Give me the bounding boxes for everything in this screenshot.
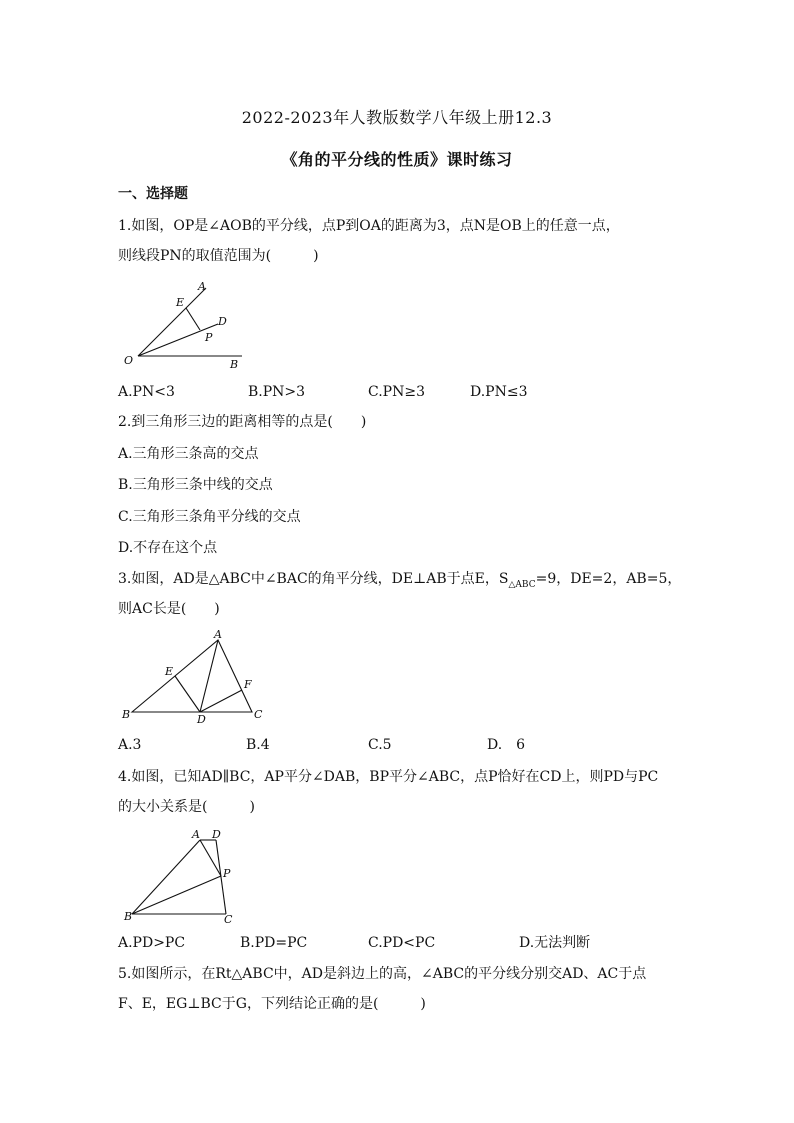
segment-df [200, 690, 242, 712]
q3-stem-line1 [118, 569, 681, 595]
q4-stem-line1: 4.如图，已知AD∥BC，AP平分∠DAB，BP平分∠ABC，点P恰好在CD上，则PD与PC [118, 769, 659, 785]
label-p: P [205, 331, 213, 344]
q4-option-b: B.PD=PC [240, 935, 308, 951]
q2-option-d: D.不存在这个点 [118, 540, 218, 556]
label-c: C [254, 708, 263, 721]
label-d: D [197, 713, 206, 726]
q3-stem-part-b: =9，DE=2，AB=5， [535, 571, 682, 587]
segment-ad [200, 640, 218, 712]
label-p: P [223, 867, 231, 880]
label-f: F [244, 678, 252, 691]
label-d: D [218, 315, 227, 328]
label-o: O [124, 354, 134, 367]
label-b: B [122, 708, 131, 721]
label-c: C [224, 913, 233, 926]
q1-figure [118, 278, 258, 374]
q3-option-a: A.3 [118, 737, 142, 753]
segment-ap [200, 840, 221, 876]
q3-stem-subscript: △ABC [508, 579, 536, 590]
q1-option-b: B.PN>3 [248, 384, 306, 400]
q1-stem-line2: 则线段PN的取值范围为( ) [118, 248, 319, 264]
q1-option-a: A.PN<3 [118, 384, 175, 400]
label-a: A [198, 280, 206, 293]
q3-stem-line2: 则AC长是( ) [118, 601, 220, 617]
label-e: E [176, 296, 185, 309]
q2-stem: 2.到三角形三边的距离相等的点是( ) [118, 414, 367, 430]
doc-title-line1: 2022-2023年人教版数学八年级上册12.3 [241, 108, 553, 127]
q2-option-a: A.三角形三条高的交点 [118, 446, 259, 462]
section-heading: 一、选择题 [118, 186, 188, 202]
q1-option-c: C.PN≥3 [368, 384, 425, 400]
q1-option-d: D.PN≤3 [470, 384, 528, 400]
label-a: A [214, 628, 222, 641]
segment-de [175, 676, 200, 712]
q4-option-c: C.PD<PC [368, 935, 436, 951]
segment-ab [132, 840, 200, 914]
q4-figure [118, 826, 248, 926]
q3-option-c: C.5 [368, 737, 392, 753]
q2-option-c: C.三角形三条角平分线的交点 [118, 509, 301, 525]
q5-stem-line1: 5.如图所示，在Rt△ABC中，AD是斜边上的高，∠ABC的平分线分别交AD、AC于点 [118, 966, 647, 982]
q4-option-d: D.无法判断 [519, 935, 591, 951]
q3-figure [118, 628, 268, 726]
segment-bp [132, 876, 221, 914]
label-b: B [230, 358, 239, 371]
q3-option-d: D. 6 [487, 737, 526, 753]
label-b: B [124, 910, 133, 923]
q2-option-b: B.三角形三条中线的交点 [118, 477, 273, 493]
q5-stem-line2: F、E，EG⊥BC于G，下列结论正确的是( ) [118, 996, 426, 1012]
ray-oa [138, 288, 206, 356]
q3-option-b: B.4 [246, 737, 270, 753]
q4-stem-line2: 的大小关系是( ) [118, 799, 255, 815]
q4-option-a: A.PD>PC [118, 935, 186, 951]
q1-stem-line1: 1.如图，OP是∠AOB的平分线，点P到OA的距离为3，点N是OB上的任意一点， [118, 218, 620, 234]
doc-title-line2: 《角的平分线的性质》课时练习 [281, 150, 513, 169]
q3-stem-part-a: 3.如图，AD是△ABC中∠BAC的角平分线，DE⊥AB于点E，S [118, 571, 509, 587]
label-d: D [212, 828, 221, 841]
label-e: E [165, 665, 174, 678]
segment-ep [186, 308, 200, 330]
label-a: A [192, 828, 200, 841]
